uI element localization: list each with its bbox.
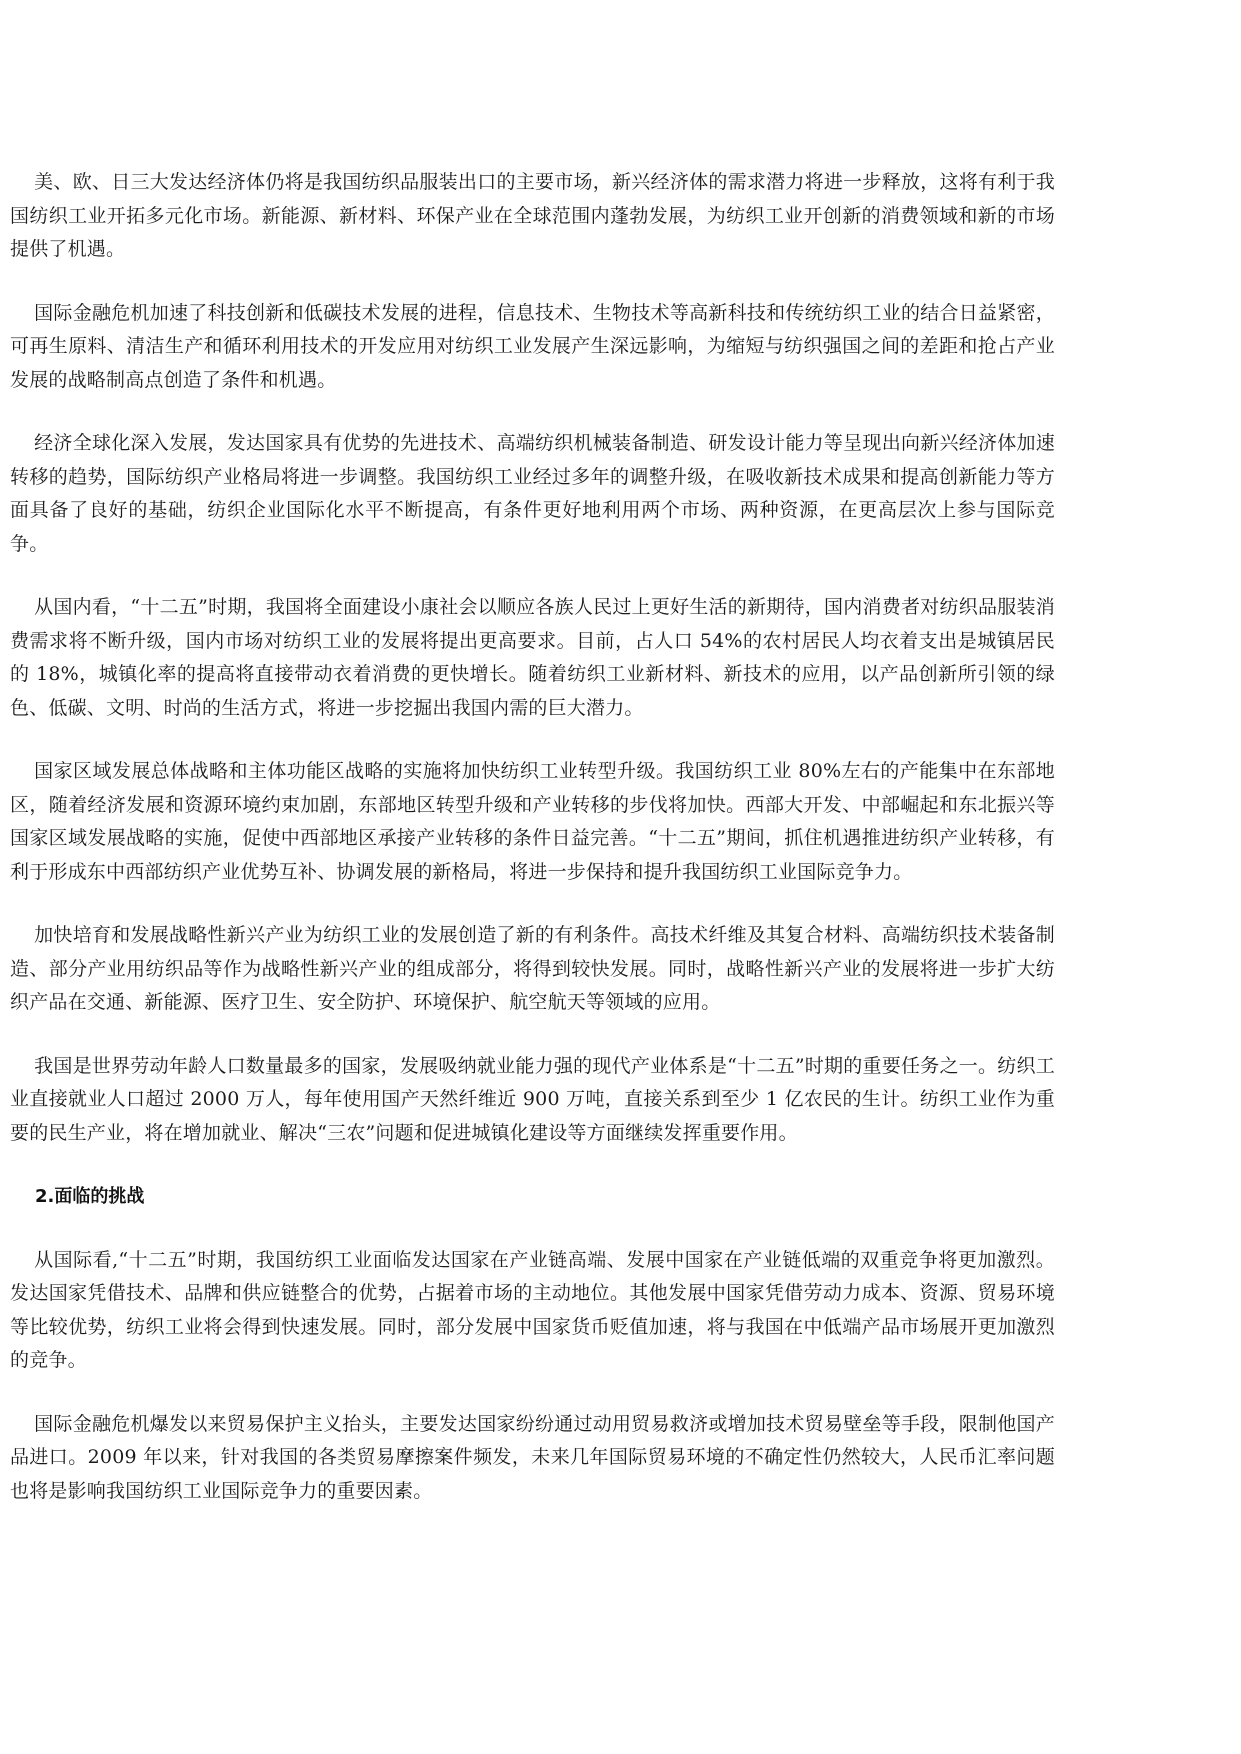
paragraph-employment: 我国是世界劳动年龄人口数量最多的国家，发展吸纳就业能力强的现代产业体系是“十二五”时期的重要任务之一。纺织工业直接就业人口超过 2000 万人，每年使用国产天然纤维近 900 万吨，直接关系到至少 1 亿农民的生计。纺织工业作为重要的民生产业，将在增加就业、解决“三农”问题和促进城镇化建设等方面继续发挥重要作用。 (10, 1054, 1055, 1144)
paragraph-trade-protectionism: 国际金融危机爆发以来贸易保护主义抬头，主要发达国家纷纷通过动用贸易救济或增加技术贸易壁垒等手段，限制他国产品进口。2009 年以来，针对我国的各类贸易摩擦案件频发，未来几年国际贸易环境的不确定性仍然较大，人民币汇率问题也将是影响我国纺织工业国际竞争力的重要因素。 (10, 1412, 1055, 1502)
paragraph-domestic-demand: 从国内看，“十二五”时期，我国将全面建设小康社会以顺应各族人民过上更好生活的新期待，国内消费者对纺织品服装消费需求将不断升级，国内市场对纺织工业的发展将提出更高要求。目前，占人口 54%的农村居民人均衣着支出是城镇居民的 18%，城镇化率的提高将直接带动衣着消费的更快增长。随着纺织工业新材料、新技术的应用，以产品创新所引领的绿色、低碳、文明、时尚的生活方式，将进一步挖掘出我国内需的巨大潜力。 (10, 596, 1055, 719)
paragraph-tech-innovation: 国际金融危机加速了科技创新和低碳技术发展的进程，信息技术、生物技术等高新科技和传统纺织工业的结合日益紧密，可再生原料、清洁生产和循环利用技术的开发应用对纺织工业发展产生深远影响，为缩短与纺织强国之间的差距和抢占产业发展的战略制高点创造了条件和机遇。 (10, 301, 1055, 391)
paragraph-emerging-industries: 加快培育和发展战略性新兴产业为纺织工业的发展创造了新的有利条件。高技术纤维及其复合材料、高端纺织技术装备制造、部分产业用纺织品等作为战略性新兴产业的组成部分，将得到较快发展。同时，战略性新兴产业的发展将进一步扩大纺织产品在交通、新能源、医疗卫生、安全防护、环境保护、航空航天等领域的应用。 (10, 924, 1055, 1013)
paragraph-international-competition: 从国际看,“十二五”时期，我国纺织工业面临发达国家在产业链高端、发展中国家在产业链低端的双重竞争将更加激烈。发达国家凭借技术、品牌和供应链整合的优势，占据着市场的主动地位。其他发展中国家凭借劳动力成本、资源、贸易环境等比较优势，纺织工业将会得到快速发展。同时，部分发展中国家货币贬值加速，将与我国在中低端产品市场展开更加激烈的竞争。 (10, 1248, 1055, 1371)
document-body (10, 166, 1055, 1538)
section-heading: 2.面临的挑战 (35, 1186, 145, 1207)
paragraph-globalization: 经济全球化深入发展，发达国家具有优势的先进技术、高端纺织机械装备制造、研发设计能力等呈现出向新兴经济体加速转移的趋势，国际纺织产业格局将进一步调整。我国纺织工业经过多年的调整升级，在吸收新技术成果和提高创新能力等方面具备了良好的基础，纺织企业国际化水平不断提高，有条件更好地利用两个市场、两种资源，在更高层次上参与国际竞争。 (10, 432, 1055, 555)
paragraph-regional-strategy: 国家区域发展总体战略和主体功能区战略的实施将加快纺织工业转型升级。我国纺织工业 80%左右的产能集中在东部地区，随着经济发展和资源环境约束加剧，东部地区转型升级和产业转移的步伐将加快。西部大开发、中部崛起和东北振兴等国家区域发展战略的实施，促使中西部地区承接产业转移的条件日益完善。“十二五”期间，抓住机遇推进纺织产业转移，有利于形成东中西部纺织产业优势互补、协调发展的新格局，将进一步保持和提升我国纺织工业国际竞争力。 (10, 760, 1055, 883)
paragraph-markets: 美、欧、日三大发达经济体仍将是我国纺织品服装出口的主要市场，新兴经济体的需求潜力将进一步释放，这将有利于我国纺织工业开拓多元化市场。新能源、新材料、环保产业在全球范围内蓬勃发展，为纺织工业开创新的消费领域和新的市场提供了机遇。 (10, 171, 1055, 260)
